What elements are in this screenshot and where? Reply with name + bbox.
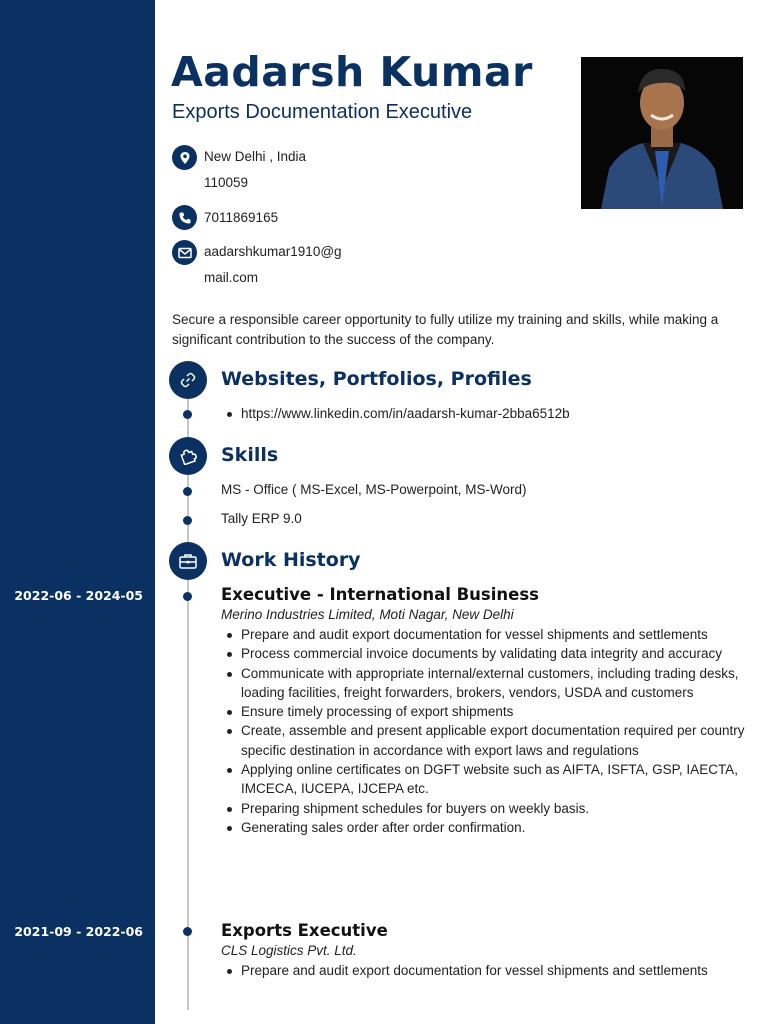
location-line-1: New Delhi , India — [204, 149, 307, 164]
duty-item: Process commercial invoice documents by validating data integrity and accuracy — [241, 644, 751, 663]
duty-item: Applying online certificates on DGFT website such as AIFTA, ISFTA, GSP, IAECTA, IMCECA, IUCEPA, IJCEPA etc. — [241, 760, 751, 799]
email-icon — [172, 240, 197, 265]
timeline-dot — [183, 516, 192, 525]
job-2-title: Exports Executive — [221, 921, 388, 940]
job-2-duties — [241, 961, 751, 980]
candidate-title: Exports Documentation Executive — [172, 101, 473, 123]
career-summary: Secure a responsible career opportunity to fully utilize my training and skills, while making a significant contribution to the success of the company. — [172, 312, 719, 347]
location-line-2: 110059 — [204, 175, 249, 190]
timeline-dot — [183, 410, 192, 419]
duty-item: Communicate with appropriate internal/external customers, including trading desks, loading facilities, freight forwarders, brokers, vendors, USDA and customers — [241, 664, 751, 703]
location-pin-icon — [172, 145, 197, 170]
link-icon — [169, 361, 207, 399]
job-2-dates: 2021-09 - 2022-06 — [14, 924, 143, 939]
sidebar — [0, 0, 155, 1024]
websites-list — [241, 404, 751, 423]
briefcase-icon — [169, 542, 207, 580]
email-line-2: mail.com — [204, 270, 259, 285]
duty-item: Preparing shipment schedules for buyers on weekly basis. — [241, 799, 751, 818]
job-1-title: Executive - International Business — [221, 585, 539, 604]
duty-item: Create, assemble and present applicable export documentation required per country specific destination in accordance with export laws and regulations — [241, 721, 751, 760]
job-2-company: CLS Logistics Pvt. Ltd. — [221, 943, 357, 958]
phone-icon — [172, 205, 197, 230]
candidate-name: Aadarsh Kumar — [171, 48, 533, 96]
timeline-dot — [183, 592, 192, 601]
profile-photo — [581, 57, 743, 209]
job-1-dates: 2022-06 - 2024-05 — [14, 588, 143, 603]
website-link[interactable]: https://www.linkedin.com/in/aadarsh-kumar-2bba6512b — [241, 404, 751, 423]
duty-item: Prepare and audit export documentation for vessel shipments and settlements — [241, 625, 751, 644]
skill-item: MS - Office ( MS-Excel, MS-Powerpoint, MS-Word) — [221, 482, 527, 497]
skills-puzzle-icon — [169, 437, 207, 475]
phone-number: 7011869165 — [204, 210, 279, 225]
timeline-dot — [183, 927, 192, 936]
duty-item: Prepare and audit export documentation for vessel shipments and settlements — [241, 961, 751, 980]
skill-item: Tally ERP 9.0 — [221, 511, 302, 526]
job-1-duties — [241, 625, 751, 837]
email-line-1: aadarshkumar1910@g — [204, 244, 342, 259]
skills-heading: Skills — [221, 444, 279, 466]
job-1-company: Merino Industries Limited, Moti Nagar, New Delhi — [221, 607, 514, 622]
timeline-dot — [183, 487, 192, 496]
duty-item: Generating sales order after order confirmation. — [241, 818, 751, 837]
work-history-heading: Work History — [221, 549, 361, 571]
websites-heading: Websites, Portfolios, Profiles — [221, 368, 532, 390]
duty-item: Ensure timely processing of export shipments — [241, 702, 751, 721]
